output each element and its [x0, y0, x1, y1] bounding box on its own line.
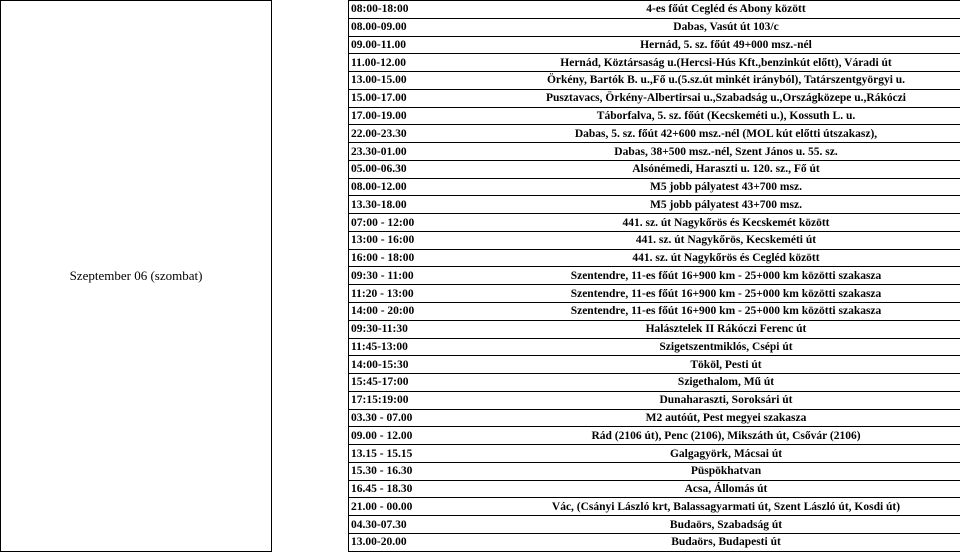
time-cell: 04.30-07.30	[349, 516, 496, 534]
location-cell: Hernád, Köztársaság u.(Hercsi-Hús Kft.,benzinkút előtt), Váradi út	[495, 54, 957, 72]
time-cell: 15.30 - 16.30	[349, 462, 496, 480]
location-cell: Vác, (Csányi László krt, Balassagyarmati út, Szent László út, Kosdi út)	[495, 498, 957, 516]
time-cell: 15:45-17:00	[349, 374, 496, 392]
location-cell: Szigethalom, Mű út	[495, 374, 957, 392]
time-cell: 09.00-11.00	[349, 36, 496, 54]
location-cell: Galgagyörk, Mácsai út	[495, 445, 957, 463]
location-cell: Budaörs, Szabadság út	[495, 516, 957, 534]
time-cell: 13.30-18.00	[349, 196, 496, 214]
time-cell: 16.45 - 18.30	[349, 480, 496, 498]
location-cell: Szentendre, 11-es főút 16+900 km - 25+000 km közötti szakasza	[495, 285, 957, 303]
time-cell: 13.00-20.00	[349, 533, 496, 551]
location-cell: Dabas, Vasút út 103/c	[495, 18, 957, 36]
time-cell: 15.00-17.00	[349, 89, 496, 107]
location-cell: Halásztelek II Rákóczi Ferenc út	[495, 320, 957, 338]
time-cell: 22.00-23.30	[349, 125, 496, 143]
location-cell: Táborfalva, 5. sz. főút (Kecskeméti u.), Kossuth L. u.	[495, 107, 957, 125]
location-cell: Dunaharaszti, Soroksári út	[495, 391, 957, 409]
location-cell: Tököl, Pesti út	[495, 356, 957, 374]
time-cell: 09.00 - 12.00	[349, 427, 496, 445]
time-cell: 14:00-15:30	[349, 356, 496, 374]
time-cell: 07:00 - 12:00	[349, 214, 496, 232]
location-cell: Hernád, 5. sz. főút 49+000 msz.-nél	[495, 36, 957, 54]
time-cell: 08.00-09.00	[349, 18, 496, 36]
location-cell: 441. sz. út Nagykőrös és Cegléd között	[495, 249, 957, 267]
time-cell: 17.00-19.00	[349, 107, 496, 125]
location-cell: Szentendre, 11-es főút 16+900 km - 25+000 km közötti szakasza	[495, 267, 957, 285]
location-cell: Szigetszentmiklós, Csépi út	[495, 338, 957, 356]
location-cell: 441. sz. út Nagykőrös és Kecskemét között	[495, 214, 957, 232]
time-cell: 09:30-11:30	[349, 320, 496, 338]
schedule-body	[1, 1, 960, 552]
time-cell: 09:30 - 11:00	[349, 267, 496, 285]
location-cell: M2 autóút, Pest megyei szakasza	[495, 409, 957, 427]
location-cell: Rád (2106 út), Penc (2106), Mikszáth út, Csővár (2106)	[495, 427, 957, 445]
location-cell: M5 jobb pályatest 43+700 msz.	[495, 196, 957, 214]
time-cell: 11:20 - 13:00	[349, 285, 496, 303]
time-cell: 11:45-13:00	[349, 338, 496, 356]
time-cell: 17:15:19:00	[349, 391, 496, 409]
time-cell: 16:00 - 18:00	[349, 249, 496, 267]
location-cell: Budaörs, Budapesti út	[495, 533, 957, 551]
location-cell: M5 jobb pályatest 43+700 msz.	[495, 178, 957, 196]
time-cell: 13:00 - 16:00	[349, 231, 496, 249]
location-cell: Acsa, Állomás út	[495, 480, 957, 498]
location-cell: Dabas, 5. sz. főút 42+600 msz.-nél (MOL kút előtti útszakasz),	[495, 125, 957, 143]
location-cell: Dabas, 38+500 msz.-nél, Szent János u. 55. sz.	[495, 143, 957, 161]
location-cell: Pusztavacs, Örkény-Albertirsai u.,Szabadság u.,Országközepe u.,Rákóczi	[495, 89, 957, 107]
date-cell: Szeptember 06 (szombat)	[1, 1, 272, 552]
time-cell: 03.30 - 07.00	[349, 409, 496, 427]
location-cell: Püspökhatvan	[495, 462, 957, 480]
time-cell: 08.00-12.00	[349, 178, 496, 196]
time-cell: 11.00-12.00	[349, 54, 496, 72]
time-cell: 14:00 - 20:00	[349, 303, 496, 321]
time-cell: 13.00-15.00	[349, 72, 496, 90]
time-cell: 08:00-18:00	[349, 1, 496, 19]
spacer-cell	[272, 1, 349, 552]
time-cell: 21.00 - 00.00	[349, 498, 496, 516]
time-cell: 13.15 - 15.15	[349, 445, 496, 463]
table-row	[1, 1, 960, 19]
location-cell: 441. sz. út Nagykőrös, Kecskeméti út	[495, 231, 957, 249]
time-cell: 23.30-01.00	[349, 143, 496, 161]
location-cell: Szentendre, 11-es főút 16+900 km - 25+000 km közötti szakasza	[495, 303, 957, 321]
location-cell: Örkény, Bartók B. u.,Fő u.(5.sz.út minkét irányból), Tatárszentgyörgyi u.	[495, 72, 957, 90]
location-cell: Alsónémedi, Haraszti u. 120. sz., Fő út	[495, 160, 957, 178]
location-cell: 4-es főút Cegléd és Abony között	[495, 1, 957, 19]
time-cell: 05.00-06.30	[349, 160, 496, 178]
